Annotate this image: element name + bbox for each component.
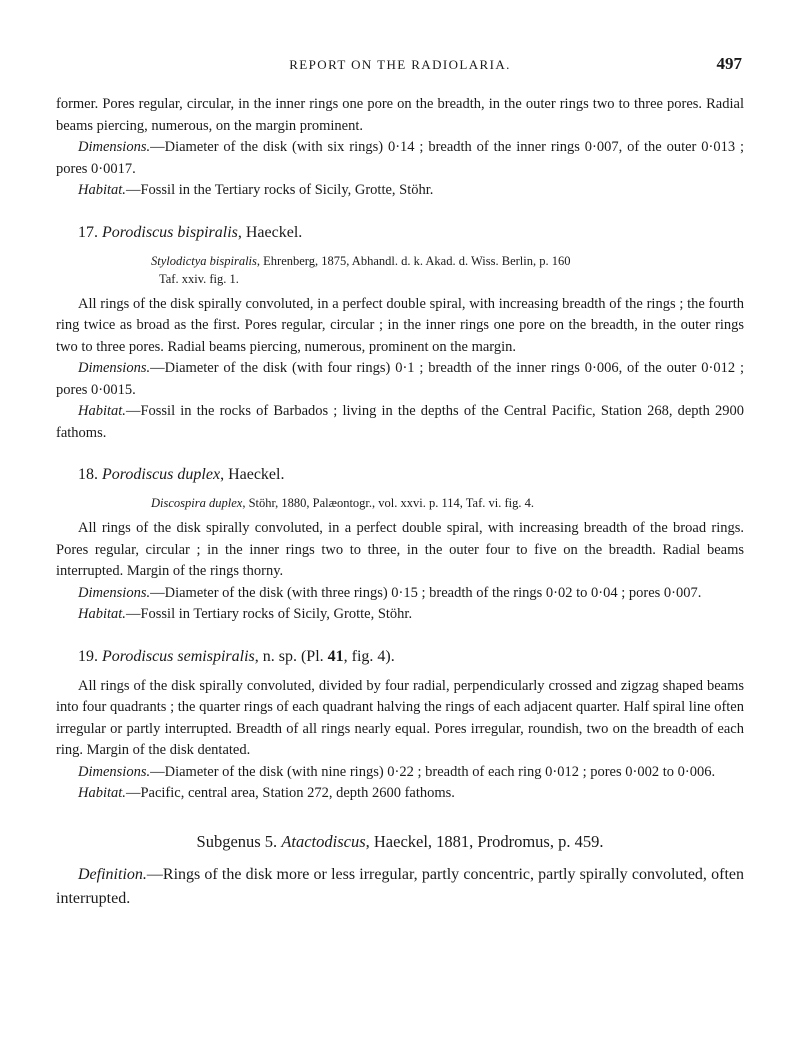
habitat-label: Habitat.	[78, 606, 126, 622]
synonym-taxon: Discospira duplex	[151, 496, 243, 510]
species-19-dimensions	[56, 762, 744, 784]
synonym-reference-cont: Taf. xxiv. fig. 1.	[159, 271, 239, 286]
habitat-label: Habitat.	[78, 403, 126, 419]
species-17-dimensions	[56, 358, 744, 401]
species-17-synonym	[151, 252, 744, 288]
species-number: 19.	[78, 647, 98, 665]
habitat-label: Habitat.	[78, 182, 126, 198]
dimensions-label: Dimensions.	[78, 584, 151, 601]
subgenus-heading	[56, 831, 744, 853]
dimensions-label: Dimensions.	[78, 763, 151, 780]
species-19-heading	[78, 646, 744, 668]
dimensions-text: —Diameter of the disk (with four rings) 0·1 ; breadth of the inner rings 0·006, of the outer 0·012 ; pores 0·0015.	[56, 360, 744, 398]
intro-dimensions	[56, 137, 744, 180]
dimensions-text: —Diameter of the disk (with six rings) 0·14 ; breadth of the inner rings 0·007, of the outer 0·013 ; pores 0·0017.	[56, 139, 744, 177]
species-19-description: All rings of the disk spirally convoluted, divided by four radial, perpendicularly crossed and zigzag shaped beams into four quadrants ; the quarter rings of each quadrant halving the rings of each adjacent quarter. Half spiral line often irregular or partly interrupted. Breadth of all rings nearly equal. Pores irregular, roundish, two on the breadth of each ring. Margin of the disk dentated.	[56, 677, 744, 758]
synonym-reference: , Ehrenberg, 1875, Abhandl. d. k. Akad. d. Wiss. Berlin, p. 160	[256, 253, 571, 268]
synonym-reference: , Stöhr, 1880, Palæontogr., vol. xxvi. p. 114, Taf. vi. fig. 4.	[242, 496, 534, 510]
plate-number: 41	[327, 647, 344, 665]
species-18-heading	[78, 464, 744, 486]
species-19-habitat	[56, 783, 744, 805]
habitat-text: —Pacific, central area, Station 272, depth 2600 fathoms.	[125, 785, 455, 801]
habitat-label: Habitat.	[78, 785, 126, 801]
species-taxon: Porodiscus duplex	[102, 466, 221, 483]
habitat-text: —Fossil in the Tertiary rocks of Sicily, Grotte, Stöhr.	[125, 182, 434, 198]
running-head: REPORT ON THE RADIOLARIA.	[289, 57, 511, 72]
dimensions-label: Dimensions.	[78, 360, 151, 376]
intro-paragraph: former. Pores regular, circular, in the inner rings one pore on the breadth, in the outer rings two to three pores. Radial beams piercing, numerous, on the margin prominent.	[56, 96, 744, 134]
dimensions-label: Dimensions.	[78, 139, 151, 155]
species-author: , n. sp. (Pl.	[254, 647, 328, 665]
dimensions-text: —Diameter of the disk (with nine rings) 0·22 ; breadth of each ring 0·012 ; pores 0·002 to 0·006.	[150, 763, 716, 780]
subgenus-prefix: Subgenus 5.	[196, 831, 282, 851]
intro-habitat	[56, 180, 744, 202]
species-18-description: All rings of the disk spirally convoluted, in a perfect double spiral, with increasing breadth of the broad rings. Pores regular, circular ; in the inner rings two to three, in the outer four to five on the breadth. Radial beams interrupted. Margin of the rings thorny.	[56, 520, 744, 579]
species-author: , Haeckel.	[220, 466, 285, 483]
subgenus-definition	[56, 863, 744, 911]
habitat-text: —Fossil in Tertiary rocks of Sicily, Grotte, Stöhr.	[125, 606, 413, 622]
species-18-synonym	[151, 494, 744, 512]
species-number: 17.	[78, 223, 98, 241]
species-18-dimensions	[56, 583, 744, 605]
species-17-habitat	[56, 401, 744, 444]
species-number: 18.	[78, 466, 98, 483]
species-taxon: Porodiscus semispiralis	[102, 647, 255, 665]
subgenus-suffix: , Haeckel, 1881, Prodromus, p. 459.	[365, 831, 604, 851]
subgenus-taxon: Atactodiscus	[281, 831, 366, 851]
species-taxon: Porodiscus bispiralis	[102, 223, 238, 241]
species-17-description: All rings of the disk spirally convoluted, in a perfect double spiral, with increasing breadth of the rings ; the fourth ring twice as broad as the first. Pores regular, circular ; in the inner rings one pore on the breadth, in the outer rings two to three pores. Radial beams piercing, numerous, prominent on the margin.	[56, 295, 744, 355]
dimensions-text: —Diameter of the disk (with three rings) 0·15 ; breadth of the rings 0·02 to 0·04 ; pores 0·007.	[150, 584, 702, 601]
species-17-heading	[78, 222, 744, 244]
species-author: , Haeckel.	[237, 223, 303, 241]
definition-label: Definition.	[78, 865, 147, 883]
page-header	[56, 56, 744, 74]
definition-text: —Rings of the disk more or less irregular, partly concentric, partly spirally convoluted, often interrupted.	[56, 865, 744, 907]
plate-suffix: , fig. 4).	[343, 647, 395, 665]
page-body	[56, 94, 744, 911]
page-number: 497	[716, 54, 742, 73]
species-18-habitat	[56, 604, 744, 626]
habitat-text: —Fossil in the rocks of Barbados ; living in the depths of the Central Pacific, Station 268, depth 2900 fathoms.	[56, 403, 744, 441]
synonym-taxon: Stylodictya bispiralis	[151, 253, 257, 268]
